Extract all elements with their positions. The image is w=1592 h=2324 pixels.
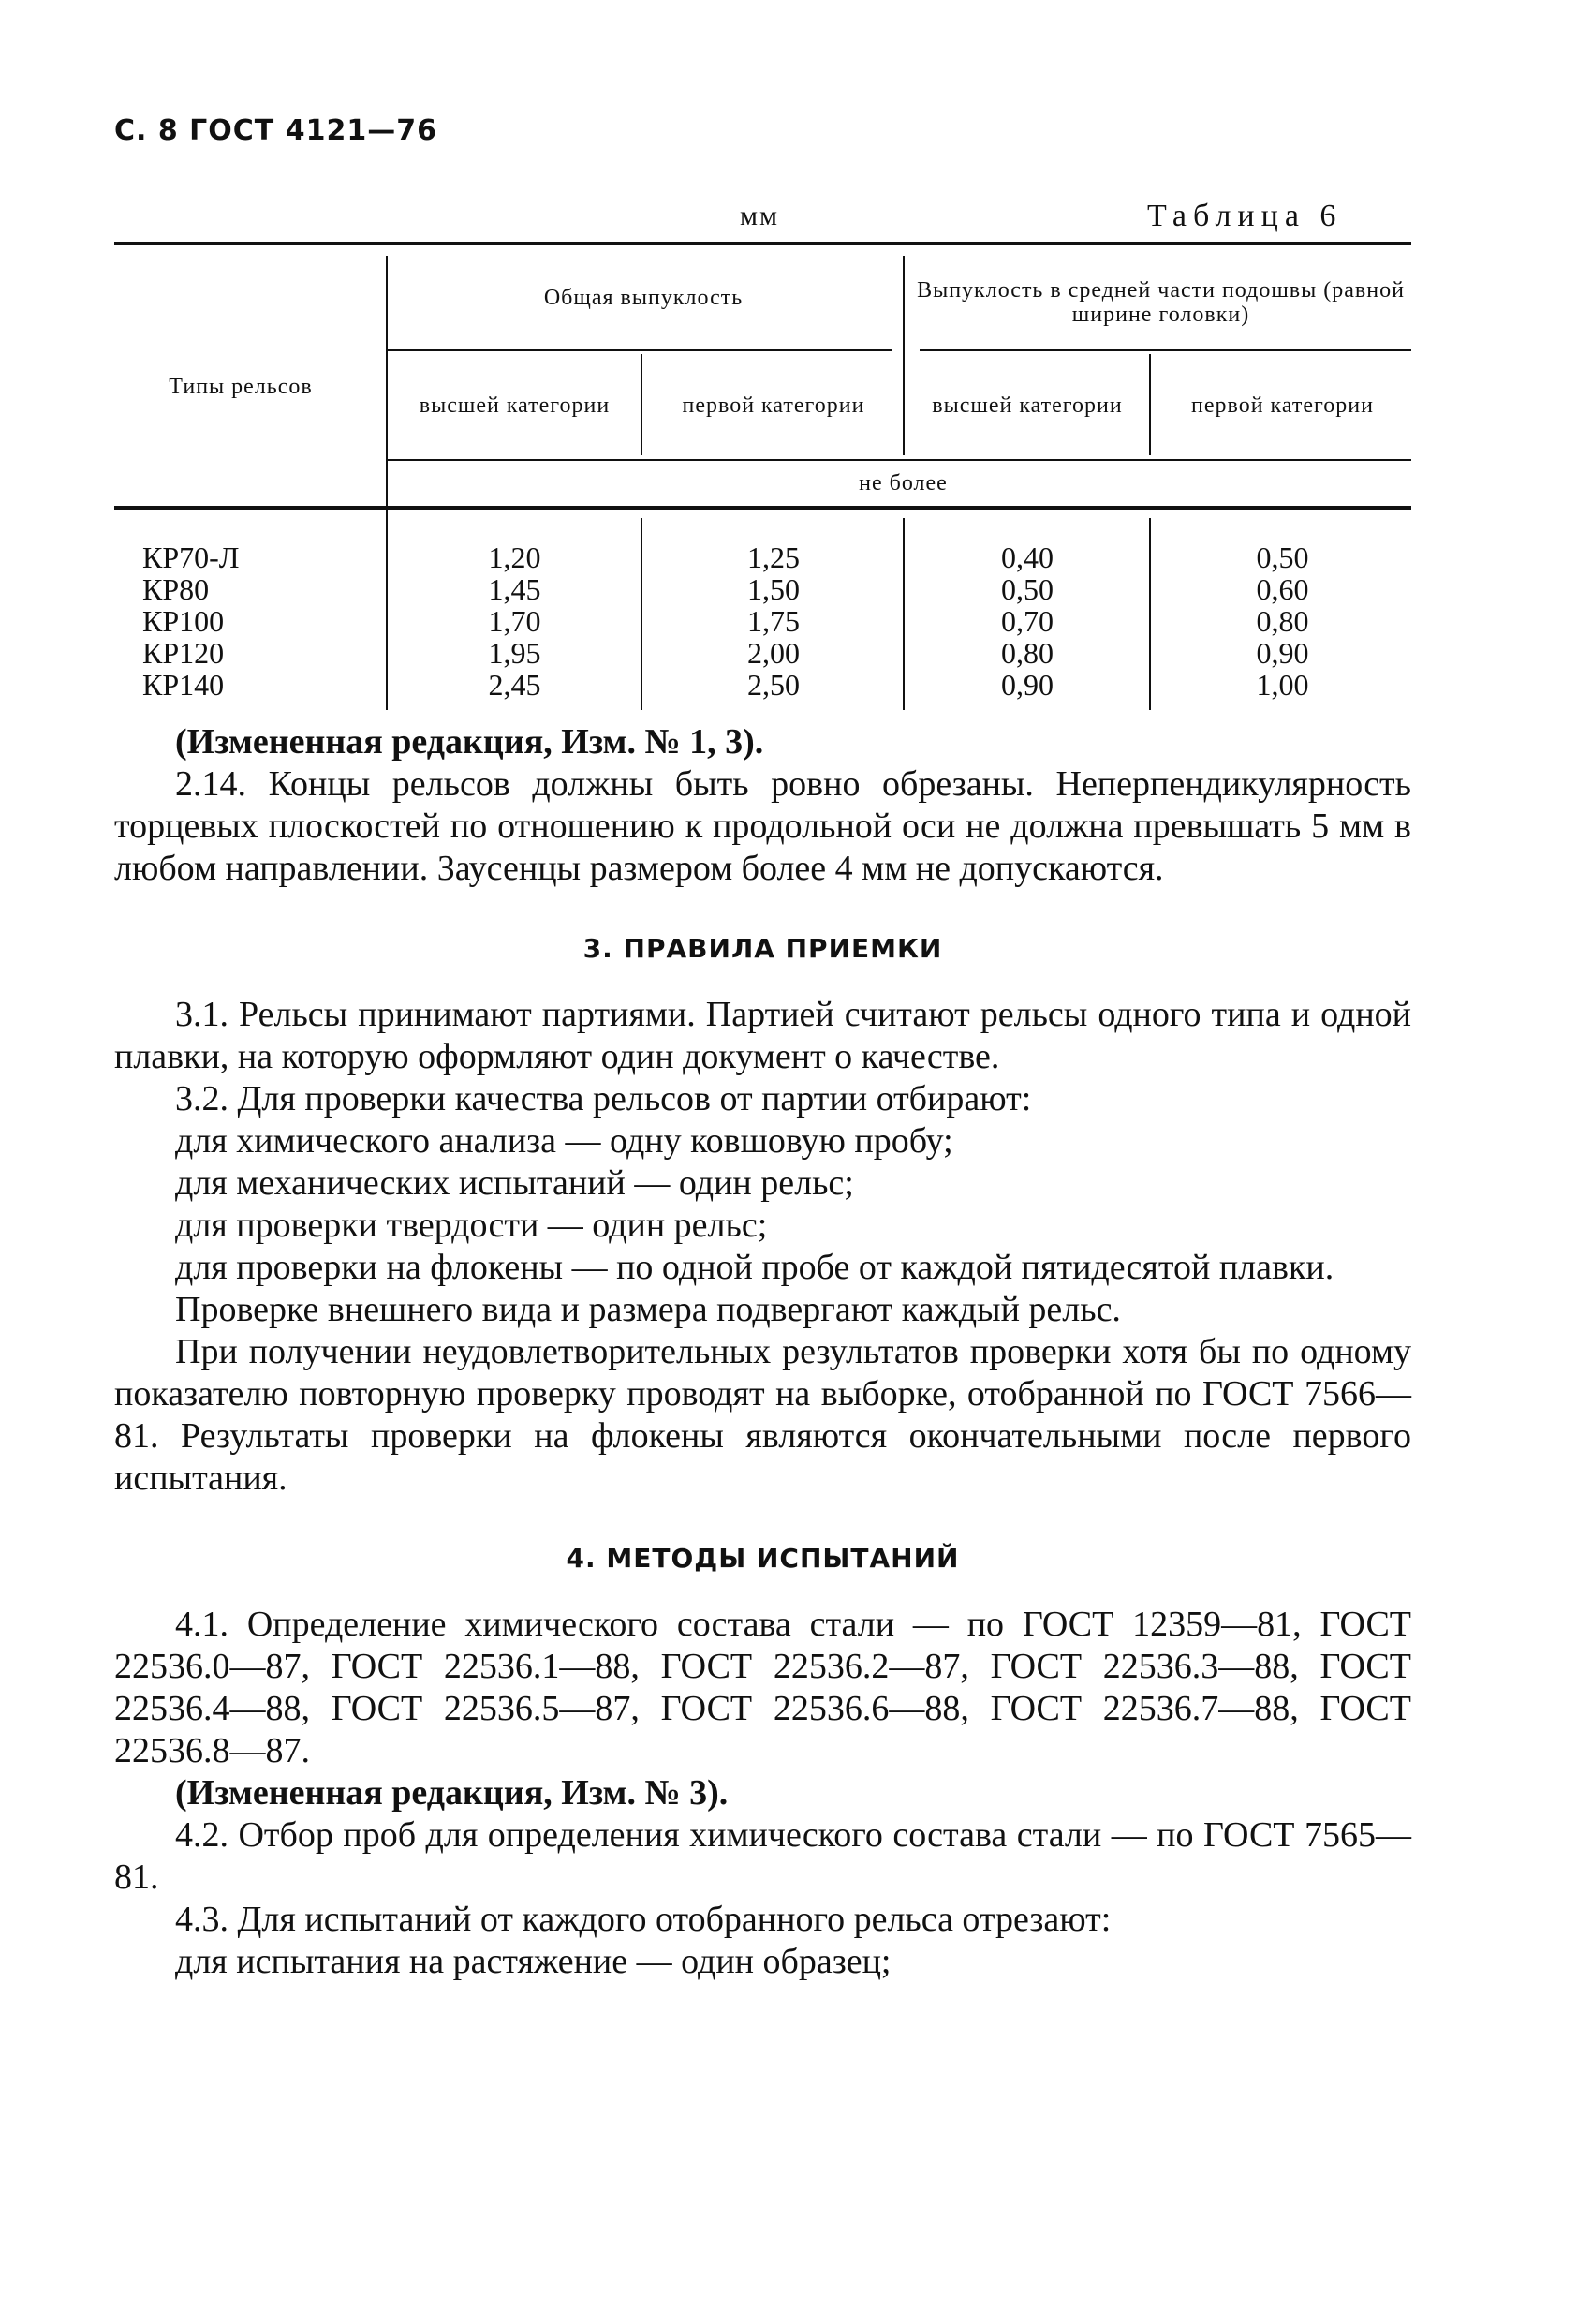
table-top-rule bbox=[114, 242, 1411, 245]
head-rail-types: Типы рельсов bbox=[169, 375, 313, 399]
table-cell: 0,50 bbox=[1256, 540, 1309, 574]
paragraph-4-3a: для испытания на растяжение — один образец; bbox=[175, 1942, 892, 1981]
head-mid-first: первой категории bbox=[1191, 393, 1374, 418]
table-cell: 0,60 bbox=[1256, 572, 1309, 606]
col-mid-first bbox=[1154, 541, 1411, 701]
paragraph-4-1: 4.1. Определение химического состава стали — по ГОСТ 12359—81, ГОСТ 22536.0—87, ГОСТ 22536.1—88, ГОСТ 22536.2—87, ГОСТ 22536.3—88, ГОСТ 22536.4—88, ГОСТ 22536.5—87, ГОСТ 22536.6—88, ГОСТ 22536.7—88, ГОСТ 22536.8—87. bbox=[114, 1605, 1411, 1770]
table-cell: 0,90 bbox=[1256, 636, 1309, 670]
col-total-first bbox=[646, 541, 901, 701]
head-mid-convexity: Выпуклость в средней части подошвы (равной ширине головки) bbox=[917, 278, 1405, 327]
table-cell: 1,70 bbox=[488, 604, 541, 638]
paragraph-2-14: 2.14. Концы рельсов должны быть ровно обрезаны. Неперпендикулярность торцевых плоскостей по отношению к продольной оси не должна превышать 5 мм в любом направлении. Заусенцы размером более 4 мм не допускаются. bbox=[114, 764, 1411, 888]
section-4-heading: 4. МЕТОДЫ ИСПЫТАНИЙ bbox=[566, 1543, 960, 1574]
list-item-4 bbox=[114, 1247, 1411, 1289]
table-cell: КР70-Л bbox=[142, 540, 240, 574]
col-mid-highest bbox=[910, 541, 1144, 701]
table-cell: 0,80 bbox=[1256, 604, 1309, 638]
table-units: мм bbox=[740, 200, 779, 231]
page-header: С. 8 ГОСТ 4121—76 bbox=[114, 114, 437, 147]
body-divider-3 bbox=[903, 518, 905, 710]
paragraph-3-3: Проверке внешнего вида и размера подвергают каждый рельс. bbox=[175, 1290, 1121, 1329]
table-cell: 2,50 bbox=[747, 668, 800, 702]
head-total-convexity: Общая выпуклость bbox=[543, 286, 744, 310]
paragraph-4-2: 4.2. Отбор проб для определения химического состава стали — по ГОСТ 7565—81. bbox=[114, 1815, 1411, 1897]
paragraph-3-2: 3.2. Для проверки качества рельсов от партии отбирают: bbox=[175, 1079, 1032, 1118]
head-total-first: первой категории bbox=[682, 393, 865, 418]
header-rule-nomore bbox=[386, 459, 1411, 461]
amendment-note-2: (Измененная редакция, Изм. № 3). bbox=[175, 1773, 729, 1813]
table-cell: 0,80 bbox=[1001, 636, 1054, 670]
section-3-heading: 3. ПРАВИЛА ПРИЕМКИ bbox=[582, 933, 943, 964]
list-item-1: для химического анализа — одну ковшовую пробу; bbox=[175, 1121, 953, 1161]
table-cell: 0,40 bbox=[1001, 540, 1054, 574]
list-item-2: для механических испытаний — один рельс; bbox=[175, 1163, 854, 1203]
table-cell: КР120 bbox=[142, 636, 225, 670]
col-total-highest bbox=[395, 541, 634, 701]
table-cell: КР80 bbox=[142, 572, 210, 606]
table-cell: 1,95 bbox=[488, 636, 541, 670]
body-divider-1 bbox=[386, 518, 388, 710]
body-divider-4 bbox=[1149, 518, 1151, 710]
table-6 bbox=[114, 242, 1411, 710]
amendment-note-1: (Измененная редакция, Изм. № 1, 3). bbox=[175, 722, 764, 762]
table-cell: КР140 bbox=[142, 668, 225, 702]
header-rule-right bbox=[920, 349, 1411, 351]
paragraph-3-1: 3.1. Рельсы принимают партиями. Партией считают рельсы одного типа и одной плавки, на которую оформляют один документ о качестве. bbox=[114, 995, 1411, 1076]
table-cell: 1,25 bbox=[747, 540, 800, 574]
head-no-more: не более bbox=[859, 471, 948, 496]
head-mid-highest: высшей категории bbox=[932, 393, 1123, 418]
table-cell: 1,50 bbox=[747, 572, 800, 606]
col-rail-types bbox=[142, 541, 339, 701]
list-item-3: для проверки твердости — один рельс; bbox=[175, 1206, 768, 1245]
table-cell: 2,45 bbox=[488, 668, 541, 702]
table-cell: 0,90 bbox=[1001, 668, 1054, 702]
table-cell: 2,00 bbox=[747, 636, 800, 670]
body-text bbox=[114, 721, 1411, 1983]
table-cell: КР100 bbox=[142, 604, 225, 638]
table-label: Таблица 6 bbox=[1147, 199, 1343, 233]
header-rule-left bbox=[386, 349, 892, 351]
paragraph-3-4: При получении неудовлетворительных результатов проверки хотя бы по одному показателю повторную проверку проводят на выборке, отобранной по ГОСТ 7566—81. Результаты проверки на флокены являются окончательными после первого испытания. bbox=[114, 1332, 1411, 1498]
body-divider-2 bbox=[641, 518, 642, 710]
table-cell: 1,20 bbox=[488, 540, 541, 574]
table-cell: 0,50 bbox=[1001, 572, 1054, 606]
paragraph-4-3: 4.3. Для испытаний от каждого отобранного рельса отрезают: bbox=[175, 1900, 1112, 1939]
table-cell: 1,00 bbox=[1256, 668, 1309, 702]
table-cell: 1,75 bbox=[747, 604, 800, 638]
col-divider-3 bbox=[903, 256, 905, 455]
table-cell: 1,45 bbox=[488, 572, 541, 606]
col-divider-1 bbox=[386, 256, 388, 554]
col-divider-4 bbox=[1149, 354, 1151, 455]
head-total-highest: высшей категории bbox=[419, 393, 611, 418]
table-cell: 0,70 bbox=[1001, 604, 1054, 638]
list-item-4-text: для проверки на флокены — по одной пробе от каждой пятидесятой плавки. bbox=[175, 1248, 1334, 1287]
col-divider-2 bbox=[641, 354, 642, 455]
